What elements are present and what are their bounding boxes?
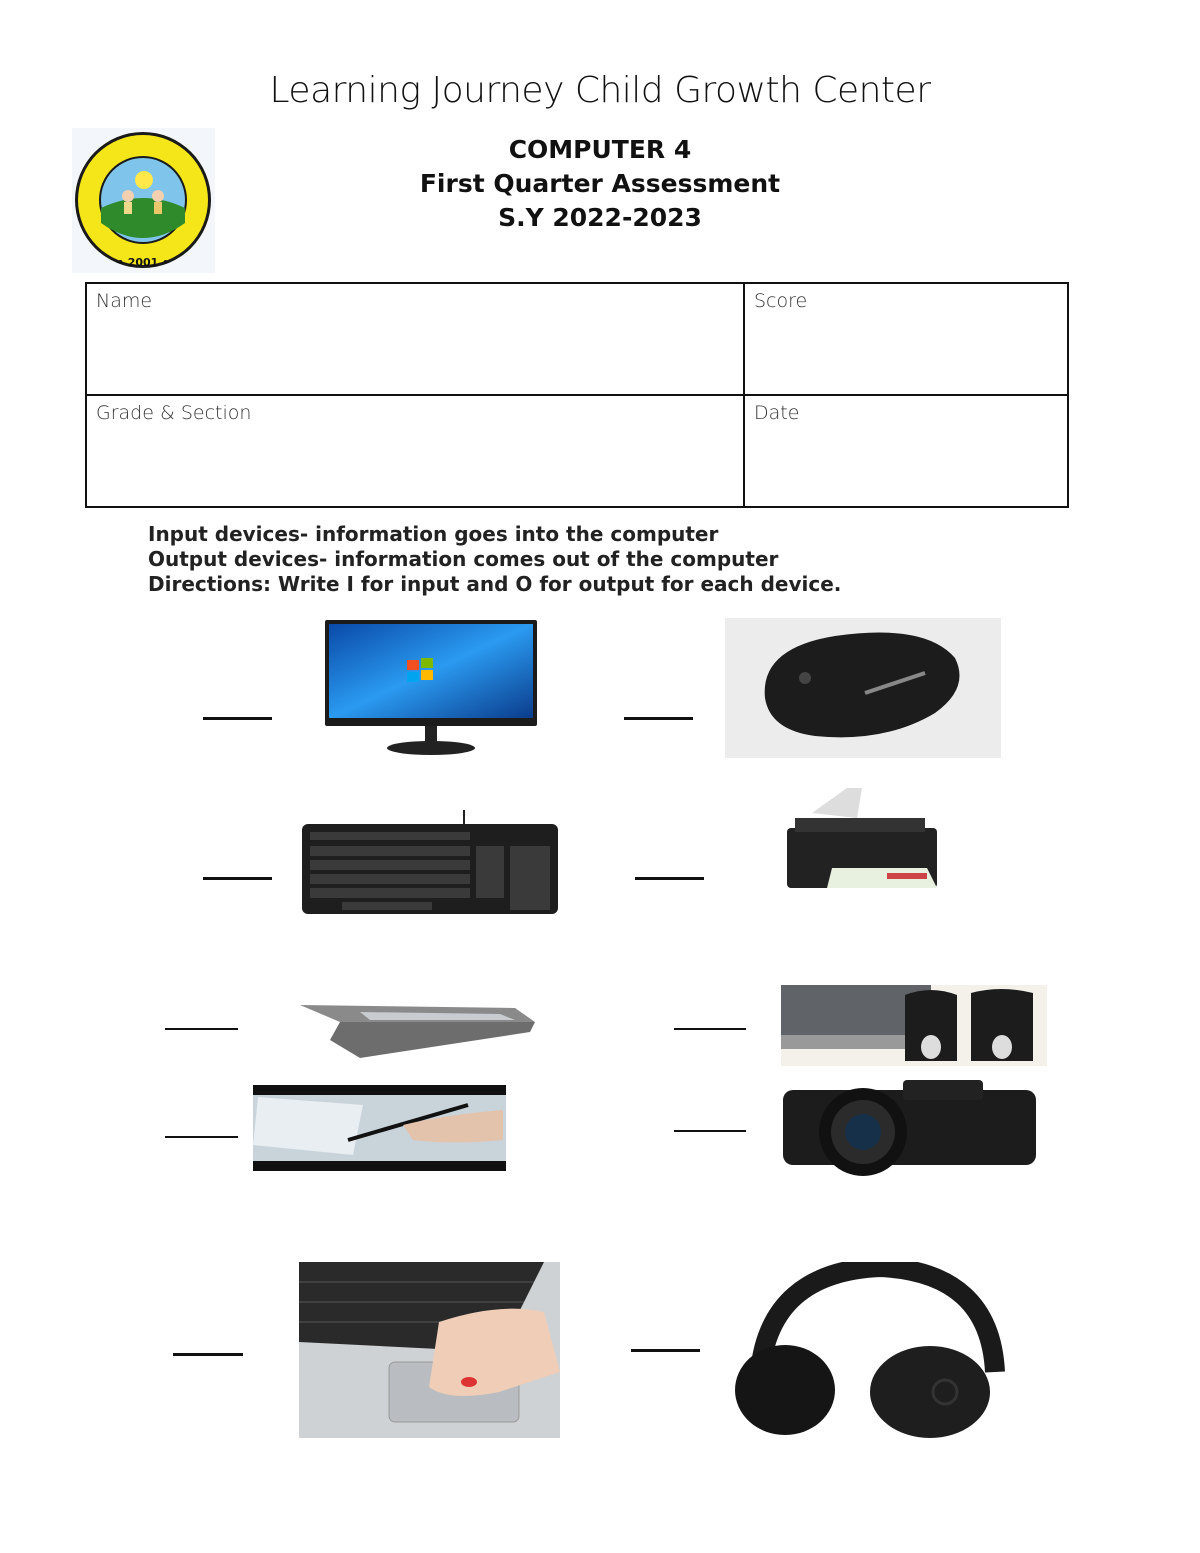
directions: Directions: Write I for input and O for output for each device. — [148, 572, 842, 596]
instructions — [148, 522, 841, 597]
name-label: Name — [96, 290, 153, 312]
monitor-icon — [325, 620, 537, 757]
svg-text:• 2001 •: • 2001 • — [116, 256, 170, 269]
subject-title: COMPUTER 4 — [508, 135, 692, 164]
score-label: Score — [754, 290, 808, 312]
scanner-icon — [300, 1000, 535, 1058]
answer-blank-touchpad[interactable] — [173, 1353, 243, 1356]
assessment-title: First Quarter Assessment — [419, 169, 781, 198]
date-label: Date — [754, 402, 800, 424]
digital-pen-icon — [253, 1085, 506, 1171]
answer-blank-monitor[interactable] — [203, 717, 272, 720]
mouse-icon — [725, 618, 1001, 758]
touchpad-icon — [299, 1262, 560, 1438]
answer-blank-speakers[interactable] — [674, 1028, 746, 1030]
answer-blank-mouse[interactable] — [624, 717, 693, 720]
date-field[interactable] — [744, 395, 1068, 507]
printer-icon — [787, 788, 937, 912]
keyboard-icon — [302, 810, 558, 915]
answer-blank-printer[interactable] — [635, 877, 704, 880]
headphones-icon — [730, 1262, 1005, 1438]
camera-icon — [783, 1080, 1036, 1178]
speakers-icon — [781, 985, 1047, 1066]
grade-section-field[interactable] — [86, 395, 744, 507]
score-field[interactable] — [744, 283, 1068, 395]
answer-blank-headphones[interactable] — [631, 1349, 700, 1352]
student-info-table — [85, 282, 1069, 508]
answer-blank-keyboard[interactable] — [203, 877, 272, 880]
name-field[interactable] — [86, 283, 744, 395]
answer-blank-camera[interactable] — [674, 1130, 746, 1132]
output-definition: Output devices- information comes out of the computer — [148, 547, 779, 571]
answer-blank-digital-pen[interactable] — [165, 1136, 238, 1138]
school-name: Learning Journey Child Growth Center — [269, 70, 931, 111]
answer-blank-scanner[interactable] — [165, 1028, 238, 1030]
grade-section-label: Grade & Section — [96, 402, 252, 424]
input-definition: Input devices- information goes into the computer — [148, 522, 719, 546]
school-year: S.Y 2022-2023 — [498, 203, 702, 232]
